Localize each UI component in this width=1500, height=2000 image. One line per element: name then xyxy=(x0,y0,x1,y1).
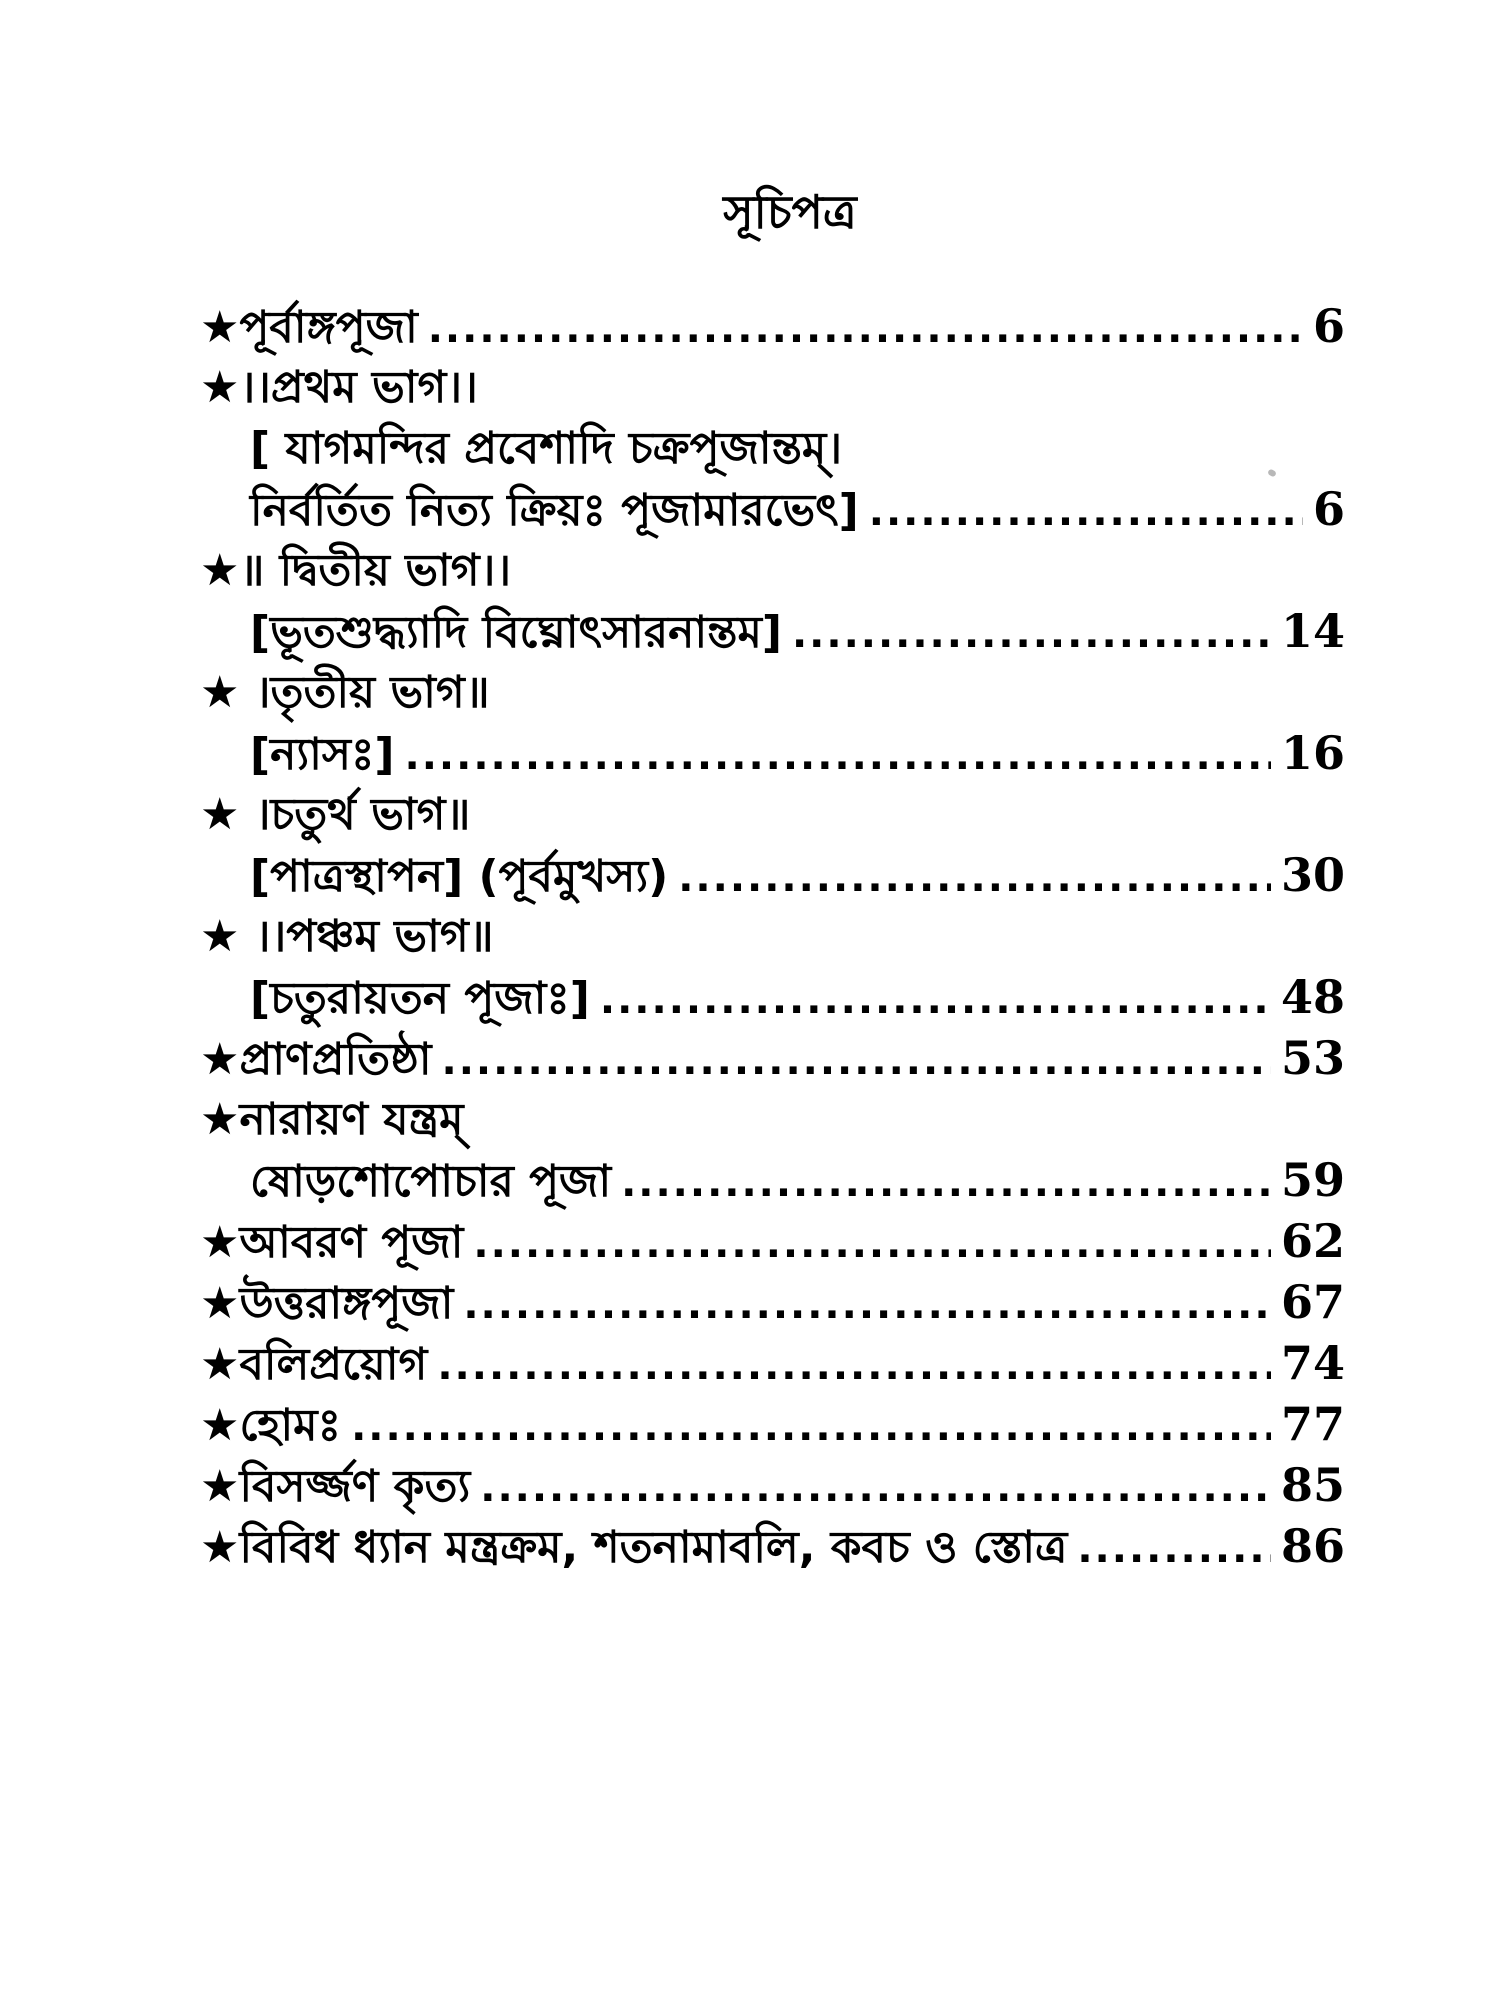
page-title: সূচিপত্র xyxy=(723,185,857,239)
toc-entry-part-three xyxy=(200,662,1345,723)
toc-entry-label: [ যাগমন্দির প্রবেশাদি চক্রপূজান্তম্। xyxy=(250,423,843,474)
toc-subentry-part-one-line1 xyxy=(200,418,1345,479)
toc-page-number: 6 xyxy=(1312,299,1345,353)
toc-entry-dhyan-mantra xyxy=(200,1516,1345,1577)
dot-leader xyxy=(428,299,1303,360)
dot-leader xyxy=(869,482,1303,543)
toc-entry-narayan-yantram xyxy=(200,1089,1345,1150)
toc-entry-label: ষোড়শোপোচার পূজা xyxy=(250,1156,612,1207)
toc-entry-label: [ন্যাসঃ] xyxy=(250,729,395,780)
toc-entry-homa xyxy=(200,1394,1345,1455)
toc-page-number: 62 xyxy=(1280,1214,1345,1268)
toc-page-number: 67 xyxy=(1280,1275,1345,1329)
dot-leader xyxy=(442,1031,1271,1092)
toc-page-number: 48 xyxy=(1280,970,1345,1024)
toc-entry-baliprayog xyxy=(200,1333,1345,1394)
toc-entry-label: ★ ।চতুর্থ ভাগ॥ xyxy=(200,789,471,840)
dot-leader xyxy=(621,1153,1271,1214)
toc-entry-label: ★নারায়ণ যন্ত্রম্ xyxy=(200,1094,464,1145)
toc-page-number: 77 xyxy=(1280,1397,1345,1451)
toc-entry-uttaranga-puja xyxy=(200,1272,1345,1333)
toc-page-number: 30 xyxy=(1280,848,1345,902)
dot-leader xyxy=(678,848,1271,909)
toc-entry-purbanga-puja xyxy=(200,296,1345,357)
toc-entry-label: [ভূতশুদ্ধ্যাদি বিঘ্নোৎসারনান্তম] xyxy=(250,607,782,658)
toc-page-number: 59 xyxy=(1280,1153,1345,1207)
toc-subentry-part-five xyxy=(200,967,1345,1028)
dot-leader xyxy=(351,1397,1271,1458)
dot-leader xyxy=(600,970,1271,1031)
toc-entry-label: ★আবরণ পূজা xyxy=(200,1217,464,1268)
toc-entry-part-four xyxy=(200,784,1345,845)
toc-page-number: 53 xyxy=(1280,1031,1345,1085)
toc-entry-part-five xyxy=(200,906,1345,967)
toc-entry-label: ★প্রাণপ্রতিষ্ঠা xyxy=(200,1034,432,1085)
toc-subentry-shodashopachar xyxy=(200,1150,1345,1211)
toc-entry-label: [চতুরায়তন পূজাঃ] xyxy=(250,973,590,1024)
toc-entry-label: ★বিসর্জ্জণ কৃত্য xyxy=(200,1461,471,1512)
toc-entry-pranapratishtha xyxy=(200,1028,1345,1089)
dot-leader xyxy=(463,1275,1271,1336)
toc-entry-part-two xyxy=(200,540,1345,601)
toc-entry-abaran-puja xyxy=(200,1211,1345,1272)
toc-entry-label: ★বিবিধ ধ্যান মন্ত্রক্রম, শতনামাবলি, কবচ ও স্তোত্র xyxy=(200,1522,1068,1573)
toc-page-number: 6 xyxy=(1312,482,1345,536)
toc-entry-part-one xyxy=(200,357,1345,418)
dot-leader xyxy=(480,1458,1271,1519)
toc-subentry-part-three xyxy=(200,723,1345,784)
toc-entry-label: ★॥ দ্বিতীয় ভাগ।। xyxy=(200,545,512,596)
table-of-contents xyxy=(200,296,1345,1577)
toc-entry-label: ★পূর্বাঙ্গপূজা xyxy=(200,302,418,353)
toc-entry-visarjan xyxy=(200,1455,1345,1516)
toc-page-number: 14 xyxy=(1280,604,1345,658)
dot-leader xyxy=(473,1214,1271,1275)
dot-leader xyxy=(792,604,1271,665)
dot-leader xyxy=(437,1336,1271,1397)
toc-subentry-part-four xyxy=(200,845,1345,906)
toc-subentry-part-two xyxy=(200,601,1345,662)
toc-subentry-part-one-line2 xyxy=(200,479,1345,540)
toc-page-number: 16 xyxy=(1280,726,1345,780)
dot-leader xyxy=(1077,1519,1271,1580)
toc-entry-label: ★হোমঃ xyxy=(200,1400,342,1451)
toc-page-number: 85 xyxy=(1280,1458,1345,1512)
toc-page-number: 74 xyxy=(1280,1336,1345,1390)
dot-leader xyxy=(405,726,1271,787)
toc-entry-label: ★বলিপ্রয়োগ xyxy=(200,1339,428,1390)
toc-entry-label: [পাত্রস্থাপন] (পূর্বমুখস্য) xyxy=(250,851,669,902)
toc-entry-label: ★ ।।পঞ্চম ভাগ॥ xyxy=(200,911,494,962)
toc-entry-label: নির্বর্তিত নিত্য ক্রিয়ঃ পূজামারভেৎ] xyxy=(250,485,859,536)
toc-page-number: 86 xyxy=(1280,1519,1345,1573)
toc-entry-label: ★।।প্রথম ভাগ।। xyxy=(200,362,478,413)
toc-entry-label: ★উত্তরাঙ্গপূজা xyxy=(200,1278,454,1329)
toc-entry-label: ★ ।তৃতীয় ভাগ॥ xyxy=(200,667,490,718)
